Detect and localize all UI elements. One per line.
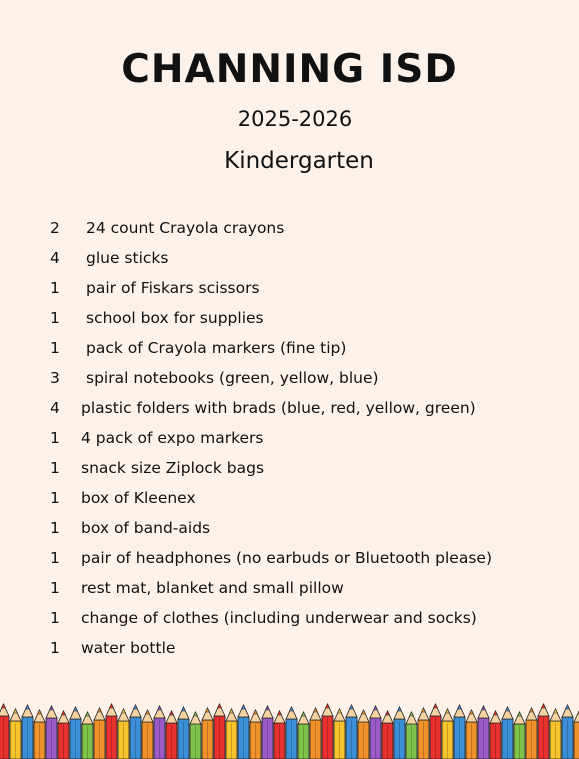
grade-level: Kindergarten (224, 148, 374, 174)
item-quantity: 1 (50, 459, 60, 477)
item-description: 4 pack of expo markers (81, 429, 264, 447)
pencil-icon (214, 704, 225, 759)
list-item (0, 543, 579, 573)
list-item (0, 303, 579, 333)
pencil-icon (310, 708, 321, 759)
item-description: pair of headphones (no earbuds or Bluetooth please) (81, 549, 492, 567)
list-item (0, 603, 579, 633)
item-quantity: 1 (50, 489, 60, 507)
item-description: spiral notebooks (green, yellow, blue) (86, 369, 379, 387)
pencil-icon (370, 706, 381, 759)
list-item (0, 573, 579, 603)
pencil-icon (34, 710, 45, 759)
pencil-icon (406, 712, 417, 759)
pencil-icon (430, 704, 441, 759)
pencil-icon (382, 711, 393, 759)
pencil-icon (514, 712, 525, 759)
item-quantity: 4 (50, 249, 60, 267)
list-item (0, 483, 579, 513)
pencil-icon (286, 707, 297, 759)
item-quantity: 1 (50, 309, 60, 327)
item-description: box of Kleenex (81, 489, 196, 507)
pencil-icon (46, 706, 57, 759)
pencil-icon (574, 710, 579, 759)
list-item (0, 513, 579, 543)
item-description: plastic folders with brads (blue, red, yellow, green) (81, 399, 476, 417)
list-item (0, 363, 579, 393)
pencil-icon (130, 705, 141, 759)
item-description: water bottle (81, 639, 176, 657)
list-item (0, 333, 579, 363)
pencil-icon (502, 707, 513, 759)
school-year: 2025-2026 (237, 107, 353, 131)
pencil-icon (550, 709, 561, 759)
pencil-icon (298, 712, 309, 759)
pencil-icon (358, 710, 369, 759)
item-quantity: 2 (50, 219, 60, 237)
pencil-icon (562, 705, 573, 759)
item-quantity: 1 (50, 519, 60, 537)
pencil-icon (250, 710, 261, 759)
list-item (0, 633, 579, 663)
item-description: pair of Fiskars scissors (86, 279, 260, 297)
pencil-icon (346, 705, 357, 759)
list-item (0, 213, 579, 243)
list-item (0, 273, 579, 303)
pencil-icon (538, 704, 549, 759)
item-description: 24 count Crayola crayons (86, 219, 285, 237)
pencil-icon (190, 712, 201, 759)
pencil-icon (142, 710, 153, 759)
item-description: school box for supplies (86, 309, 264, 327)
page-title: CHANNING ISD (121, 47, 458, 92)
pencil-icon (418, 708, 429, 759)
item-quantity: 4 (50, 399, 60, 417)
item-description: box of band-aids (81, 519, 211, 537)
item-description: pack of Crayola markers (fine tip) (86, 339, 347, 357)
pencil-icon (466, 710, 477, 759)
item-quantity: 1 (50, 339, 60, 357)
pencil-icon (202, 708, 213, 759)
item-quantity: 1 (50, 639, 60, 657)
pencil-icon (394, 707, 405, 759)
list-item (0, 453, 579, 483)
list-item (0, 393, 579, 423)
pencil-icon (166, 711, 177, 759)
item-quantity: 3 (50, 369, 60, 387)
item-quantity: 1 (50, 279, 60, 297)
pencil-icon (106, 704, 117, 759)
pencil-icon (94, 708, 105, 759)
item-description: change of clothes (including underwear and socks) (81, 609, 477, 627)
item-quantity: 1 (50, 579, 60, 597)
pencil-icon (238, 705, 249, 759)
item-description: rest mat, blanket and small pillow (81, 579, 344, 597)
pencil-icon (526, 708, 537, 759)
pencil-icon (22, 705, 33, 759)
pencil-icon (0, 704, 9, 759)
pencil-icon (118, 709, 129, 759)
item-quantity: 1 (50, 549, 60, 567)
pencil-icon (478, 706, 489, 759)
list-item (0, 243, 579, 273)
pencil-icon (262, 706, 273, 759)
pencil-icon (274, 711, 285, 759)
pencil-icon (490, 711, 501, 759)
pencil-icon (322, 704, 333, 759)
pencil-icon (70, 707, 81, 759)
pencil-icon (10, 709, 21, 759)
pencil-icon (58, 711, 69, 759)
item-quantity: 1 (50, 429, 60, 447)
pencil-icon (178, 707, 189, 759)
pencil-icon (454, 705, 465, 759)
pencil-icon (82, 712, 93, 759)
pencil-icon (442, 709, 453, 759)
item-description: snack size Ziplock bags (81, 459, 265, 477)
pencil-icon (226, 709, 237, 759)
pencil-icon (334, 709, 345, 759)
item-quantity: 1 (50, 609, 60, 627)
list-item (0, 423, 579, 453)
colored-pencils-border (0, 700, 579, 759)
pencil-icon (154, 706, 165, 759)
item-description: glue sticks (86, 249, 169, 267)
